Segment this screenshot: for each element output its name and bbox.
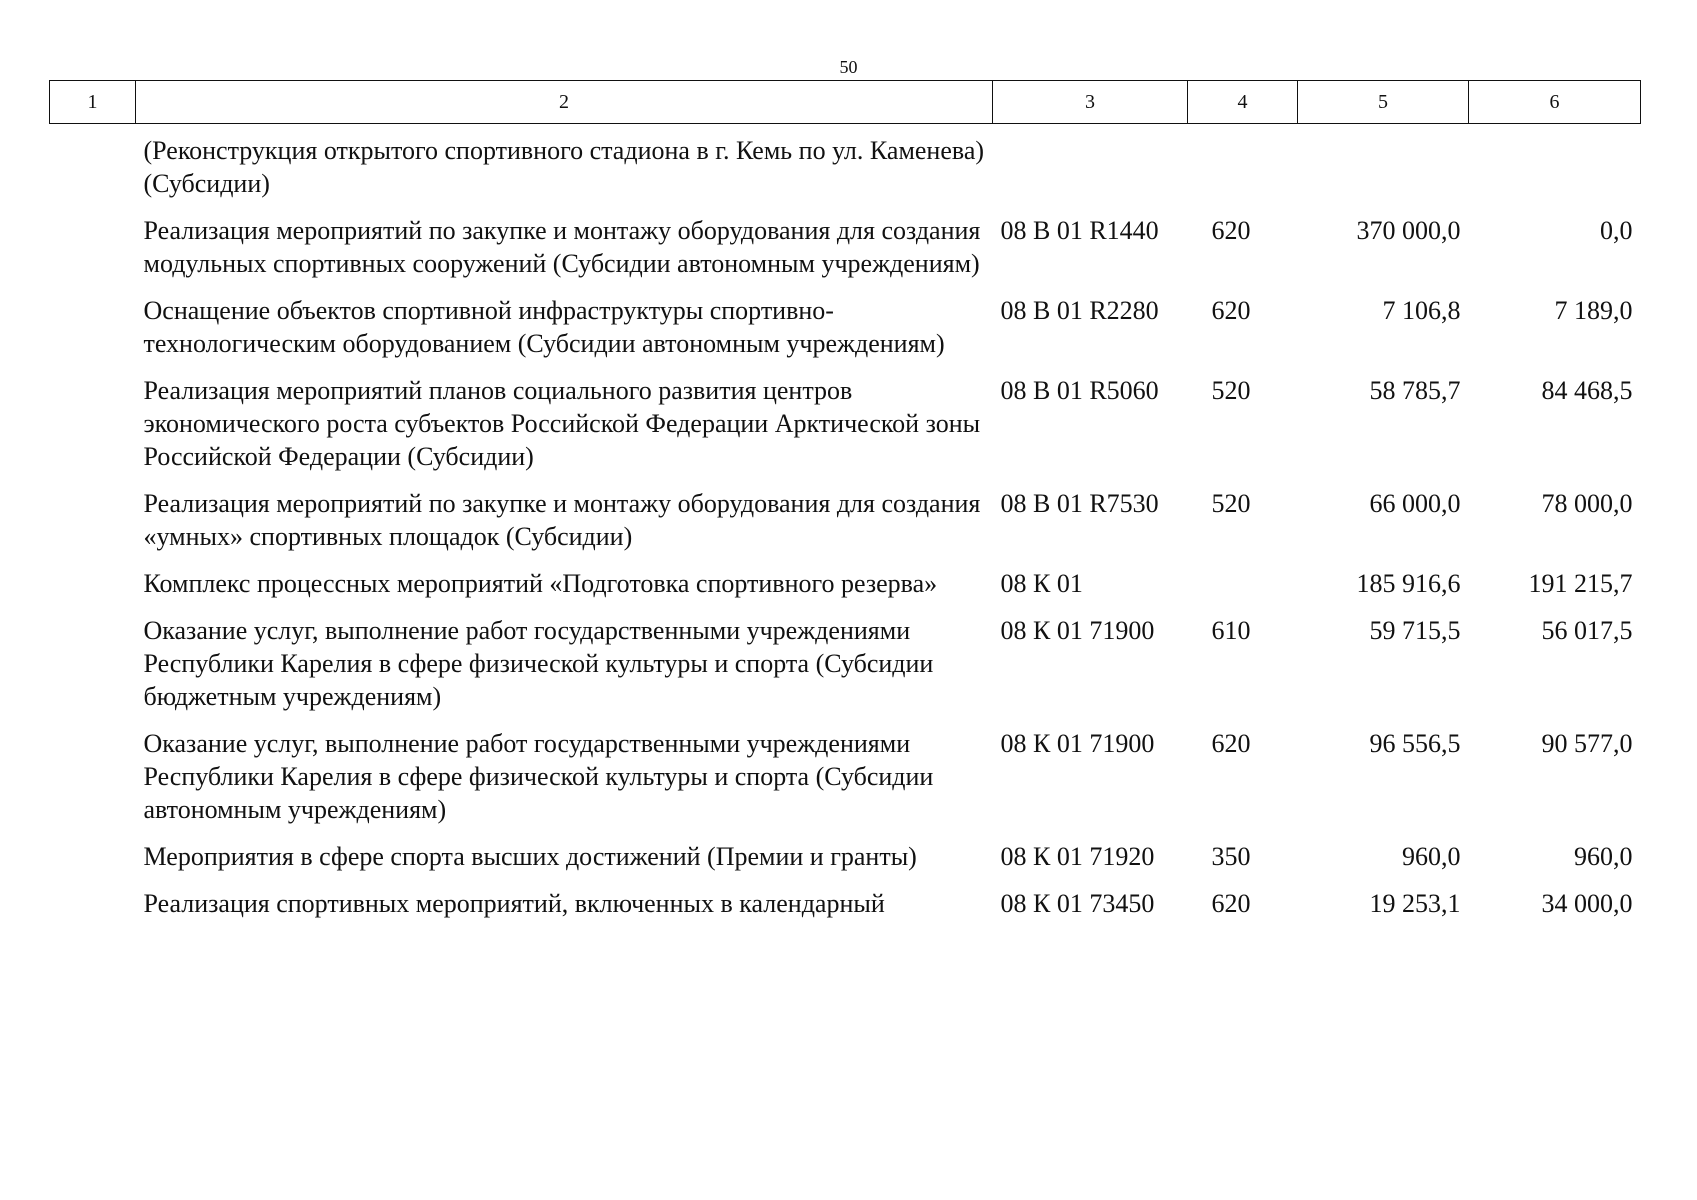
row-amount-2: 90 577,0: [1541, 729, 1633, 758]
row-amount-2: 960,0: [1574, 842, 1633, 871]
row-amount-1: 185 916,6: [1356, 569, 1461, 598]
row-target-code: 08 К 01 71900: [1000, 729, 1155, 758]
row-expense-type: 610: [1211, 616, 1251, 645]
row-expense-type: 620: [1211, 889, 1251, 918]
row-name: Реализация мероприятий по закупке и монтажу оборудования для создания «умных» спортивных площадок (Субсидии): [143, 489, 981, 551]
table-row: [50, 567, 1641, 614]
budget-table: [49, 80, 1641, 934]
row-index-cell: [50, 294, 136, 374]
row-expense-type: [1188, 124, 1298, 215]
column-header-1: 1: [50, 81, 136, 124]
row-target-code: 08 В 01 R2280: [1000, 296, 1159, 325]
row-index-cell: [50, 487, 136, 567]
row-amount-2: 34 000,0: [1541, 889, 1633, 918]
row-expense-type: 350: [1211, 842, 1251, 871]
table-row: [50, 124, 1641, 215]
row-name: Мероприятия в сфере спорта высших достижений (Премии и гранты): [143, 842, 917, 871]
row-amount-2: 7 189,0: [1554, 296, 1633, 325]
row-amount-1: [1298, 124, 1469, 215]
row-name: Реализация мероприятий по закупке и монтажу оборудования для создания модульных спортивных сооружений (Субсидии автономным учреждениям): [143, 216, 981, 278]
row-index-cell: [50, 567, 136, 614]
column-header-2: 2: [136, 81, 993, 124]
row-index-cell: [50, 887, 136, 934]
column-header-6: 6: [1469, 81, 1641, 124]
table-row: [50, 727, 1641, 840]
row-amount-1: 7 106,8: [1382, 296, 1461, 325]
row-index-cell: [50, 727, 136, 840]
row-amount-2: 78 000,0: [1541, 489, 1633, 518]
row-name: (Реконструкция открытого спортивного стадиона в г. Кемь по ул. Каменева) (Субсидии): [143, 136, 985, 198]
column-header-5: 5: [1298, 81, 1469, 124]
row-name: Реализация мероприятий планов социального развития центров экономического роста субъектов Российской Федерации Арктической зоны Российской Федерации (Субсидии): [143, 376, 981, 471]
column-header-3: 3: [993, 81, 1188, 124]
row-amount-1: 960,0: [1402, 842, 1461, 871]
table-row: [50, 374, 1641, 487]
row-target-code: 08 В 01 R5060: [1000, 376, 1159, 405]
table-row: [50, 487, 1641, 567]
table-body: [50, 124, 1641, 935]
row-amount-2: 191 215,7: [1528, 569, 1633, 598]
row-target-code: 08 В 01 R1440: [1000, 216, 1159, 245]
row-name: Оказание услуг, выполнение работ государственными учреждениями Республики Карелия в сфере физической культуры и спорта (Субсидии бюджетным учреждениям): [143, 616, 934, 711]
row-index-cell: [50, 124, 136, 215]
row-target-code: 08 К 01 71900: [1000, 616, 1155, 645]
row-expense-type: 520: [1211, 376, 1251, 405]
row-amount-2: [1469, 124, 1641, 215]
row-amount-1: 66 000,0: [1369, 489, 1461, 518]
row-target-code: 08 К 01 71920: [1000, 842, 1155, 871]
row-target-code: 08 В 01 R7530: [1000, 489, 1159, 518]
row-name: Оказание услуг, выполнение работ государственными учреждениями Республики Карелия в сфере физической культуры и спорта (Субсидии автономным учреждениям): [143, 729, 934, 824]
row-amount-1: 59 715,5: [1369, 616, 1461, 645]
row-index-cell: [50, 374, 136, 487]
row-name: Реализация спортивных мероприятий, включенных в календарный: [143, 889, 885, 918]
row-index-cell: [50, 614, 136, 727]
table-header-row: [50, 81, 1641, 124]
row-amount-2: 56 017,5: [1541, 616, 1633, 645]
row-expense-type: 620: [1211, 296, 1251, 325]
row-amount-1: 19 253,1: [1369, 889, 1461, 918]
row-expense-type: [1188, 567, 1298, 614]
row-name: Комплекс процессных мероприятий «Подготовка спортивного резерва»: [143, 569, 938, 598]
row-expense-type: 520: [1211, 489, 1251, 518]
page-number: 50: [839, 57, 858, 77]
row-expense-type: 620: [1211, 729, 1251, 758]
table-row: [50, 214, 1641, 294]
row-index-cell: [50, 214, 136, 294]
table-row: [50, 294, 1641, 374]
row-amount-1: 370 000,0: [1356, 216, 1461, 245]
table-row: [50, 887, 1641, 934]
row-index-cell: [50, 840, 136, 887]
table-row: [50, 840, 1641, 887]
row-amount-2: 84 468,5: [1541, 376, 1633, 405]
row-name: Оснащение объектов спортивной инфраструктуры спортивно-технологическим оборудованием (Субсидии автономным учреждениям): [143, 296, 945, 358]
row-amount-2: 0,0: [1600, 216, 1633, 245]
row-target-code: 08 К 01: [1000, 569, 1083, 598]
row-amount-1: 58 785,7: [1369, 376, 1461, 405]
column-header-4: 4: [1188, 81, 1298, 124]
table-row: [50, 614, 1641, 727]
row-target-code: [993, 124, 1188, 215]
row-amount-1: 96 556,5: [1369, 729, 1461, 758]
row-target-code: 08 К 01 73450: [1000, 889, 1155, 918]
row-expense-type: 620: [1211, 216, 1251, 245]
